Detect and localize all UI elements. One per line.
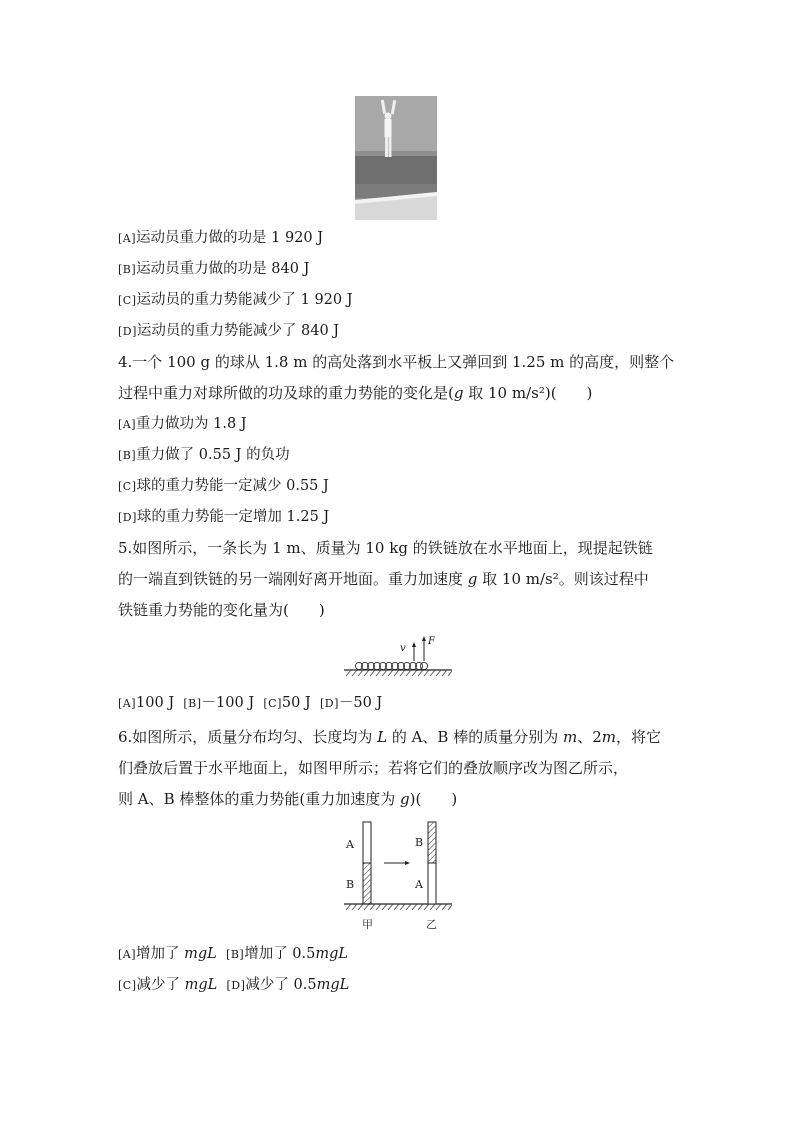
option-tag: [A] [118, 948, 137, 961]
diver-photo-image [355, 96, 437, 220]
option-text: 重力做功为 1.8 J [136, 416, 247, 432]
q5-options-line [118, 693, 678, 714]
q3-option-b [118, 259, 678, 280]
option-text: 重力做了 0.55 J 的负功 [136, 447, 290, 463]
label-right-top: B [415, 836, 424, 849]
option-tag: [C] [118, 480, 137, 493]
diver-photo [355, 96, 437, 220]
q4-option-d [118, 507, 678, 528]
q5-stem-text-end: 取 10 m/s²。则该过程中 [477, 570, 649, 588]
option-text: 减少了 0.5 [245, 977, 317, 993]
q3-option-d [118, 321, 678, 342]
q6-stem-text: 的 A、B 棒的质量分别为 [387, 728, 563, 746]
q6-stem-var-L: L [377, 728, 388, 746]
option-tag: [D] [118, 325, 137, 338]
option-text: 运动员的重力势能减少了 1 920 J [136, 292, 353, 308]
option-tag: [D] [226, 979, 246, 992]
option-text: 球的重力势能一定减少 0.55 J [136, 478, 329, 494]
option-tag: [D] [118, 511, 137, 524]
rods-ground-hatching [346, 904, 452, 910]
chain-links [355, 662, 427, 669]
q4-stem-var-g: g [453, 384, 464, 402]
option-tag: [B] [118, 449, 137, 462]
q5-stem-text: 的一端直到铁链的另一端刚好离开地面。重力加速度 [118, 570, 468, 588]
q3-option-a [118, 228, 678, 249]
option-tag: [A] [118, 697, 137, 710]
chain-figure [334, 633, 458, 681]
q4-option-b [118, 445, 678, 466]
option-tag: [C] [263, 697, 282, 710]
option-text-formula: mgL [315, 946, 349, 962]
option-text: 100 J [136, 695, 175, 711]
q4-option-c [118, 476, 678, 497]
q4-stem-line2 [118, 383, 678, 403]
q5-stem-line1: 5.如图所示，一条长为 1 m、质量为 10 kg 的铁链放在水平地面上，现提起铁链 [118, 539, 653, 557]
label-left-top: A [346, 838, 354, 851]
option-text-formula: mgL [184, 946, 217, 962]
q6-stem-var-m: m [563, 728, 578, 746]
q4-stem-line1: 4.一个 100 g 的球从 1.8 m 的高处落到水平板上又弹回到 1.25 m 的高度，则整个 [118, 353, 675, 371]
rod-b-left [363, 863, 371, 904]
q5-stem-line2 [118, 569, 678, 589]
option-text: 减少了 [136, 977, 185, 993]
ground-hatching [346, 670, 452, 676]
option-tag: [D] [319, 697, 339, 710]
caption-jia: 甲 [362, 918, 373, 931]
q6-options-line1 [118, 944, 678, 965]
option-tag: [A] [118, 232, 137, 245]
option-text: －50 J [338, 695, 383, 711]
option-text: 50 J [281, 695, 311, 711]
option-tag: [B] [226, 948, 245, 961]
caption-yi: 乙 [426, 918, 437, 931]
option-tag: [A] [118, 418, 137, 431]
option-tag: [C] [118, 294, 137, 307]
option-text: 增加了 0.5 [244, 946, 316, 962]
q4-stem-text: 过程中重力对球所做的功及球的重力势能的变化是( [118, 384, 454, 402]
label-left-bottom: B [346, 878, 355, 891]
rod-a-right [428, 863, 436, 904]
option-tag: [B] [183, 697, 202, 710]
q3-option-c [118, 290, 678, 311]
q4-stem-text-end: 取 10 m/s²)( ) [463, 384, 593, 402]
q6-stem-var-m2: m [601, 728, 617, 746]
q5-stem-var-g: g [467, 570, 478, 588]
q6-stem-line3 [118, 789, 678, 809]
q6-stem-text: ，将它 [616, 728, 662, 746]
rods-figure [330, 818, 460, 934]
q6-stem-text-end: )( ) [409, 790, 458, 808]
label-right-bottom: A [415, 878, 423, 891]
q6-options-line2 [118, 975, 678, 996]
option-text: 增加了 [136, 946, 185, 962]
option-text: 运动员的重力势能减少了 840 J [136, 323, 340, 339]
option-text-formula: mgL [184, 977, 218, 993]
option-tag: [C] [118, 979, 137, 992]
q6-stem-text: 6.如图所示，质量分布均匀、长度均为 [118, 728, 378, 746]
q5-stem-line3: 铁链重力势能的变化量为( ) [118, 601, 325, 619]
q6-stem-text: 、2 [577, 728, 602, 746]
q4-option-a [118, 414, 678, 435]
option-text: 运动员重力做的功是 1 920 J [136, 230, 324, 246]
option-tag: [B] [118, 263, 137, 276]
rod-b-right [428, 822, 436, 863]
force-label: F [428, 636, 435, 647]
q6-stem-text: 则 A、B 棒整体的重力势能(重力加速度为 [118, 790, 401, 808]
q6-stem-line2: 们叠放后置于水平地面上，如图甲所示；若将它们的叠放顺序改为图乙所示， [118, 759, 629, 777]
rod-a-left [363, 822, 371, 863]
velocity-label: v [400, 643, 406, 654]
option-text-formula: mgL [316, 977, 350, 993]
q6-stem-line1 [118, 727, 678, 747]
q6-stem-var-g: g [400, 790, 410, 808]
option-text: －100 J [201, 695, 255, 711]
option-text: 球的重力势能一定增加 1.25 J [136, 509, 330, 525]
option-text: 运动员重力做的功是 840 J [136, 261, 310, 277]
